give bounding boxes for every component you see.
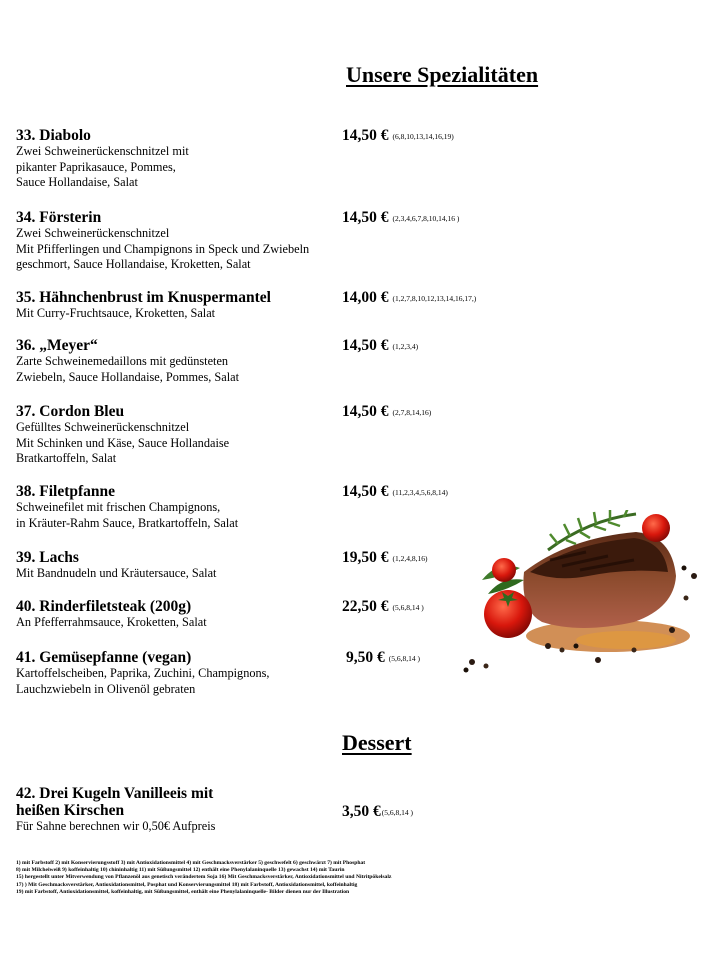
item-desc-line: Für Sahne berechnen wir 0,50€ Aufpreis xyxy=(16,819,216,833)
item-desc-line: Sauce Hollandaise, Salat xyxy=(16,175,138,189)
footnote-line: 17) ) Mit Geschmacksverstärker, Antioxidationsmittel, Posphat und Konservierungsmittel 18) mit Farbstoff, Antioxidationsmittel, koffeinhaltig xyxy=(16,881,358,888)
item-name: 38. Filetpfanne xyxy=(16,483,116,500)
item-allergens: (2,3,4,6,7,8,10,14,16 ) xyxy=(392,214,460,223)
item-price: 9,50 € xyxy=(346,649,385,666)
item-allergens: (5,6,8,14 ) xyxy=(381,808,413,817)
item-name: 40. Rinderfiletsteak (200g) xyxy=(16,598,192,615)
price-40 xyxy=(342,598,424,616)
footnote-line: 19) mit Farbstoff, Antioxidationsmittel, koffeinhaltig, mit Süßungsmittel, enthält eine Phenylalaninquelle- Bilder dienen nur der Illustration xyxy=(16,888,350,895)
item-name: 37. Cordon Bleu xyxy=(16,403,125,420)
dessert-title: Dessert xyxy=(342,730,412,755)
item-name: 36. „Meyer“ xyxy=(16,337,98,354)
price-42 xyxy=(342,803,413,821)
item-price: 19,50 € xyxy=(342,549,389,566)
price-41 xyxy=(346,649,420,667)
menu-item-40 xyxy=(16,598,496,631)
item-desc-line: Zarte Schweinemedaillons mit gedünsteten xyxy=(16,354,229,368)
item-desc-line: pikanter Paprikasauce, Pommes, xyxy=(16,159,176,174)
item-allergens: (2,7,8,14,16) xyxy=(392,408,432,417)
item-desc-line: Bratkartoffeln, Salat xyxy=(16,451,117,465)
item-allergens: (6,8,10,13,14,16,19) xyxy=(392,132,454,141)
item-desc-line: Gefülltes Schweinerückenschnitzel xyxy=(16,420,190,434)
item-allergens: (1,2,4,8,16) xyxy=(392,554,428,563)
item-allergens: (1,2,3,4) xyxy=(392,342,419,351)
item-desc-line: Mit Pfifferlingen und Champignons in Speck und Zwiebeln xyxy=(16,241,310,256)
item-price: 14,00 € xyxy=(342,289,389,306)
specials-title: Unsere Spezialitäten xyxy=(346,62,539,87)
item-desc-line: Lauchzwiebeln in Olivenöl gebraten xyxy=(16,681,196,696)
item-desc-line: Mit Bandnudeln und Kräutersauce, Salat xyxy=(16,566,217,580)
footnote-line: 15) hergestellt unter Mitverwendung von Pflanzenöl aus genetisch verändertem Soja 16) Mit Geschmacksverstärker, Antioxidationsmittel und Nitritpökelsalz xyxy=(16,874,392,881)
item-desc-line: in Kräuter-Rahm Sauce, Bratkartoffeln, Salat xyxy=(16,515,239,530)
price-39 xyxy=(342,549,428,567)
menu-item-41 xyxy=(16,649,496,697)
price-33 xyxy=(342,127,454,145)
item-name: 39. Lachs xyxy=(16,549,79,566)
item-name-line: 42. Drei Kugeln Vanilleeis mit xyxy=(16,785,214,802)
item-price: 14,50 € xyxy=(342,337,389,354)
item-price: 14,50 € xyxy=(342,483,389,500)
item-desc-line: geschmort, Sauce Hollandaise, Kroketten, Salat xyxy=(16,257,251,271)
item-name: 41. Gemüsepfanne (vegan) xyxy=(16,649,192,666)
item-name: 35. Hähnchenbrust im Knuspermantel xyxy=(16,289,271,306)
item-desc-line: Mit Schinken und Käse, Sauce Hollandaise xyxy=(16,435,230,450)
item-allergens: (11,2,3,4,5,6,8,14) xyxy=(392,488,448,497)
item-desc-line: Zwei Schweinerückenschnitzel xyxy=(16,226,170,240)
steak-photo xyxy=(458,510,704,680)
footnote-line: 8) mit Milcheiweiß 9) koffeinhaltig 10) chininhaltig 11) mit Süßungsmittel 12) enthält eine Phenylalaninquelle 13) gewachst 14) mit Taurin xyxy=(16,867,345,874)
menu-item-36 xyxy=(16,337,496,385)
item-price: 14,50 € xyxy=(342,403,389,420)
item-name: 33. Diabolo xyxy=(16,127,91,144)
item-price: 3,50 € xyxy=(342,803,381,820)
item-desc-line: Mit Curry-Fruchtsauce, Kroketten, Salat xyxy=(16,306,216,320)
item-desc-line: Zwiebeln, Sauce Hollandaise, Pommes, Salat xyxy=(16,369,240,384)
footnote-line: 1) mit Farbstoff 2) mit Konservierungsstoff 3) mit Antioxidationsmittel 4) mit Geschmacksverstärker 5) geschwefelt 6) geschwärzt 7) mit Phosphat xyxy=(16,860,366,866)
item-name: 34. Försterin xyxy=(16,209,102,226)
item-name-line: heißen Kirschen xyxy=(16,802,125,819)
item-price: 22,50 € xyxy=(342,598,389,615)
item-price: 14,50 € xyxy=(342,127,389,144)
item-desc-line: Kartoffelscheiben, Paprika, Zuchini, Champignons, xyxy=(16,666,270,680)
price-38 xyxy=(342,483,448,501)
allergen-footnotes xyxy=(16,860,656,896)
price-34 xyxy=(342,209,459,227)
item-allergens: (1,2,7,8,10,12,13,14,16,17,) xyxy=(392,294,477,303)
price-35 xyxy=(342,289,476,307)
item-allergens: (5,6,8,14 ) xyxy=(388,654,420,663)
item-desc-line: Schweinefilet mit frischen Champignons, xyxy=(16,500,221,514)
price-37 xyxy=(342,403,431,421)
menu-item-42 xyxy=(16,785,496,835)
item-desc-line: An Pfefferrahmsauce, Kroketten, Salat xyxy=(16,615,207,629)
price-36 xyxy=(342,337,418,355)
item-desc-line: Zwei Schweinerückenschnitzel mit xyxy=(16,144,189,158)
item-allergens: (5,6,8,14 ) xyxy=(392,603,424,612)
item-price: 14,50 € xyxy=(342,209,389,226)
